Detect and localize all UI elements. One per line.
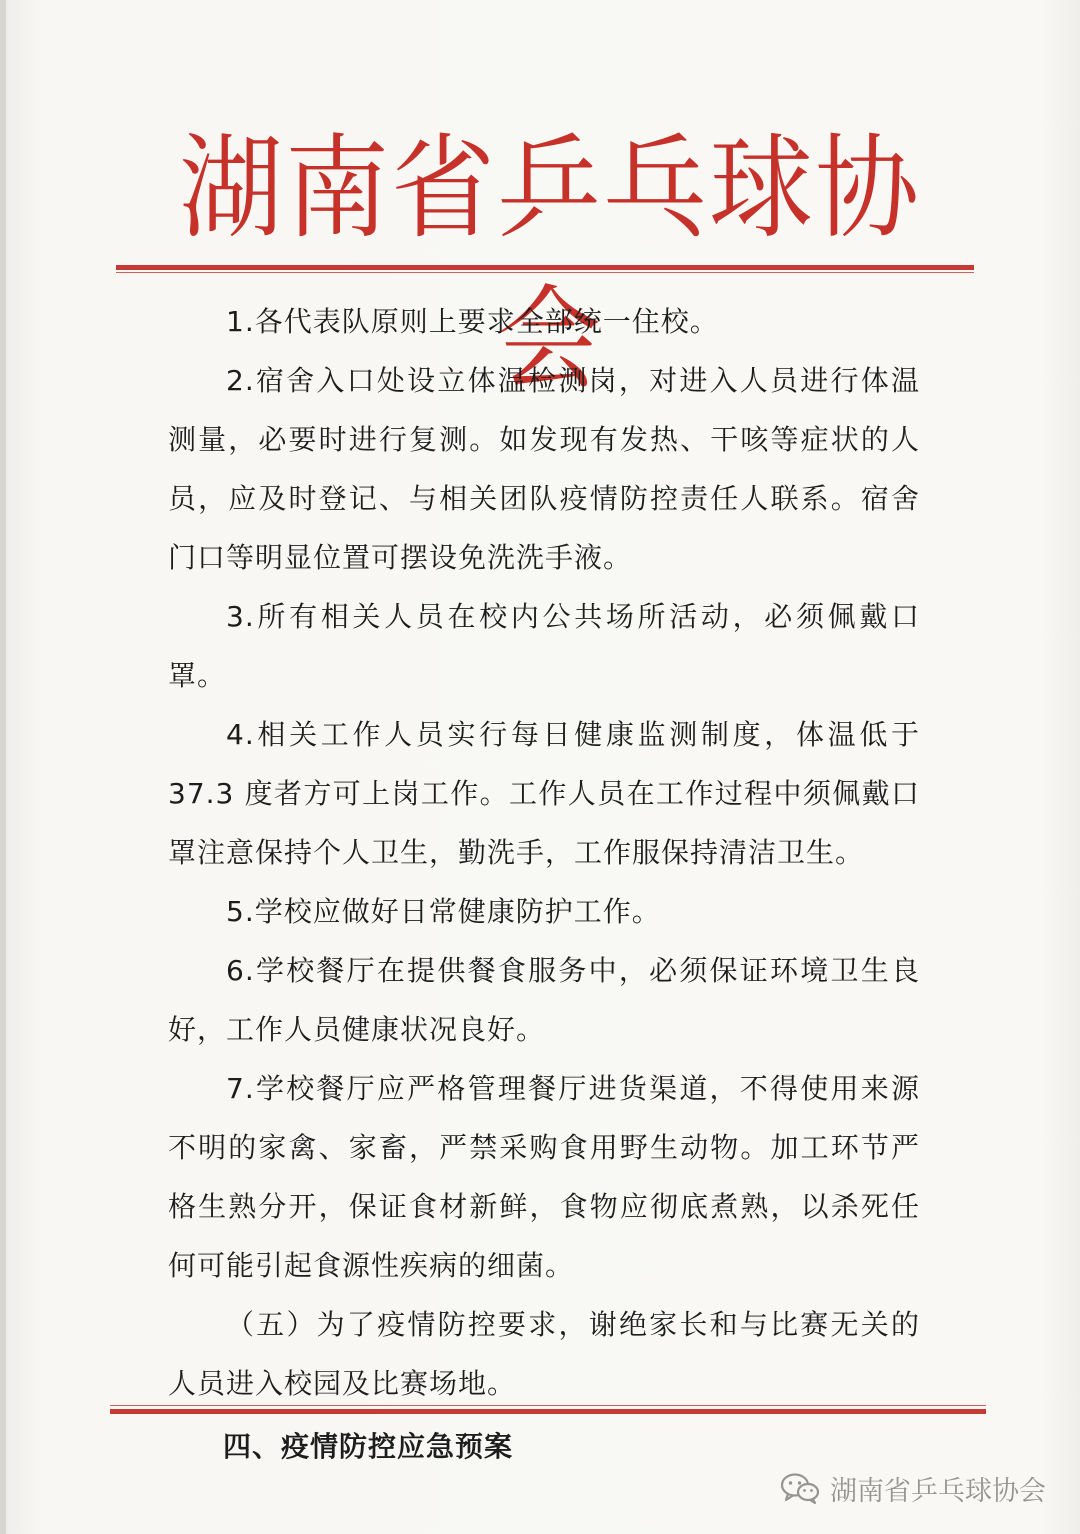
letterhead-title: 湖南省乒乓球协会: [178, 122, 921, 406]
wechat-icon: [780, 1472, 820, 1504]
footer-rule-thick: [110, 1409, 986, 1414]
letterhead-rule-thick: [116, 265, 974, 270]
paragraph-6: 6.学校餐厅在提供餐食服务中，必须保证环境卫生良好，工作人员健康状况良好。: [168, 954, 920, 1046]
letterhead-rule-thin: [116, 272, 974, 273]
watermark-text: 湖南省乒乓球协会: [830, 1475, 1046, 1507]
scan-edge: [0, 0, 6, 1534]
paragraph-4: 4.相关工作人员实行每日健康监测制度，体温低于 37.3 度者方可上岗工作。工作人员在工作过程中须佩戴口罩注意保持个人卫生，勤洗手，工作服保持清洁卫生。: [168, 718, 920, 869]
wechat-watermark: [780, 1468, 1046, 1508]
footer-rule-thin: [110, 1405, 986, 1406]
paragraph-1: 1.各代表队原则上要求全部统一住校。: [226, 305, 719, 338]
paragraph-3: 3.所有相关人员在校内公共场所活动，必须佩戴口罩。: [168, 600, 920, 692]
document-body: [168, 292, 920, 1476]
paragraph-5: 5.学校应做好日常健康防护工作。: [226, 895, 661, 928]
paragraph-5-section: （五）为了疫情防控要求，谢绝家长和与比赛无关的人员进入校园及比赛场地。: [168, 1308, 920, 1400]
paragraph-2: 2.宿舍入口处设立体温检测岗，对进入人员进行体温测量，必要时进行复测。如发现有发热、干咳等症状的人员，应及时登记、与相关团队疫情防控责任人联系。宿舍门口等明显位置可摆设免洗洗手液。: [168, 364, 920, 574]
paragraph-7: 7.学校餐厅应严格管理餐厅进货渠道，不得使用来源不明的家禽、家畜，严禁采购食用野生动物。加工环节严格生熟分开，保证食材新鲜，食物应彻底煮熟，以杀死任何可能引起食源性疾病的细菌。: [168, 1072, 920, 1282]
section-heading: 四、疫情防控应急预案: [223, 1430, 514, 1463]
